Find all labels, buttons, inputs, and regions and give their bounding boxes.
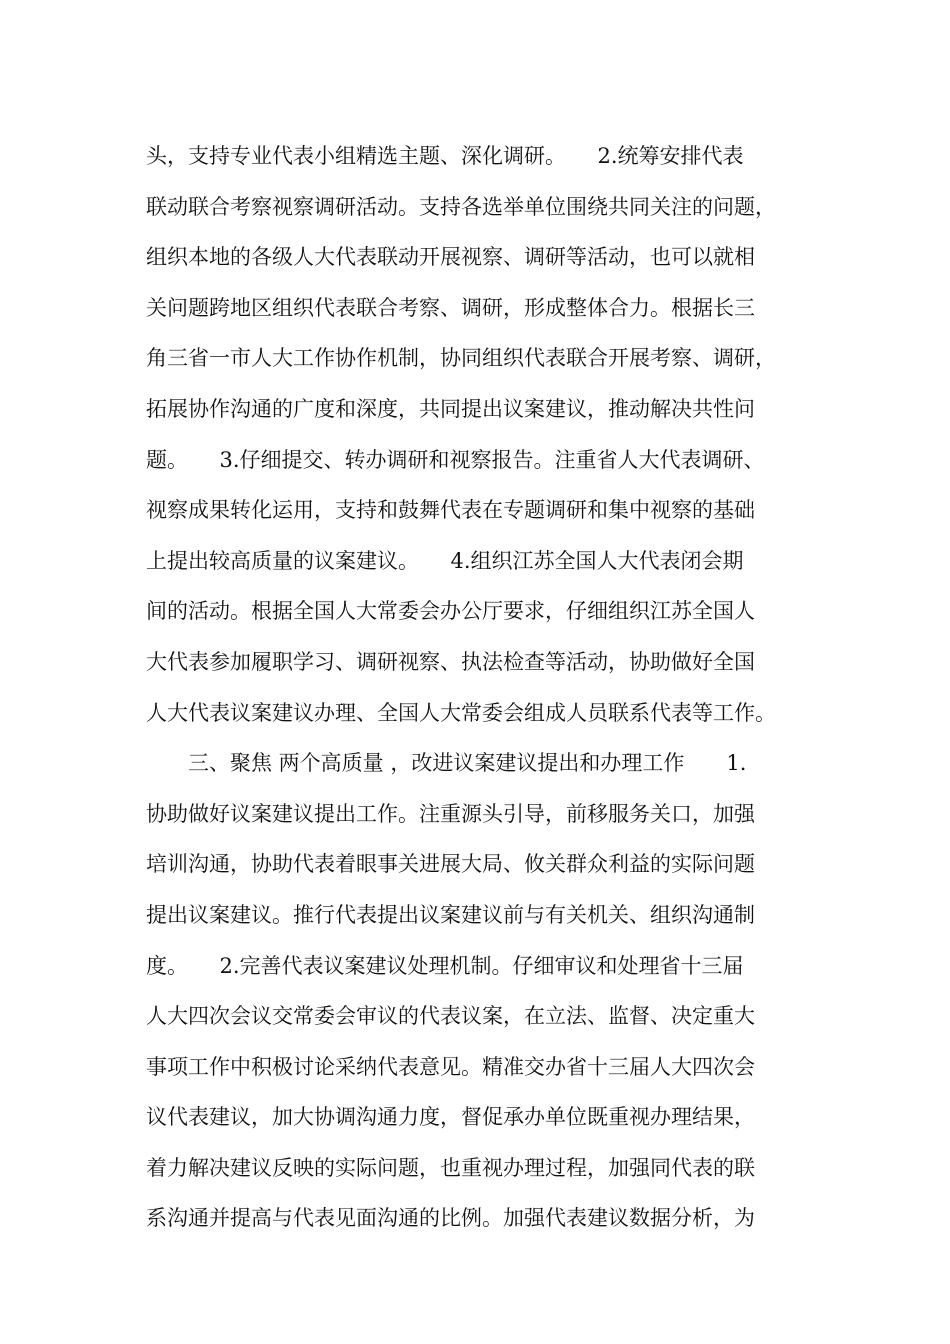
text-line: 事项工作中积极讨论采纳代表意见。精准交办省十三届人大四次会 — [146, 1054, 755, 1079]
text-line: 角三省一市人大工作协作机制，协同组织代表联合开展考察、调研， — [146, 346, 776, 371]
text-line: 头，支持专业代表小组精选主题、深化调研。 2.统筹安排代表 — [146, 144, 744, 168]
text-line: 协助做好议案建议提出工作。注重源头引导，前移服务关口，加强 — [146, 801, 755, 826]
text-line: 人大代表议案建议办理、全国人大常委会组成人员联系代表等工作。 — [146, 700, 776, 725]
text-line: 间的活动。根据全国人大常委会办公厅要求，仔细组织江苏全国人 — [146, 599, 755, 624]
text-line: 度。 2.完善代表议案建议处理机制。仔细审议和处理省十三届 — [146, 953, 744, 978]
text-line: 大代表参加履职学习、调研视察、执法检查等活动，协助做好全国 — [146, 649, 755, 674]
text-line: 上提出较高质量的议案建议。 4.组织江苏全国人大代表闭会期 — [146, 548, 744, 573]
text-line: 组织本地的各级人大代表联动开展视察、调研等活动，也可以就相 — [146, 245, 755, 270]
body-text — [146, 131, 826, 1244]
text-line: 关问题跨地区组织代表联合考察、调研，形成整体合力。根据长三 — [146, 295, 755, 320]
text-line: 拓展协作沟通的广度和深度，共同提出议案建议，推动解决共性问 — [146, 396, 755, 421]
text-line: 培训沟通，协助代表着眼事关进展大局、攸关群众利益的实际问题 — [146, 852, 755, 877]
text-line: 系沟通并提高与代表见面沟通的比例。加强代表建议数据分析，为 — [146, 1206, 755, 1231]
text-line: 议代表建议，加大协调沟通力度，督促承办单位既重视办理结果， — [146, 1105, 755, 1130]
text-line: 题。 3.仔细提交、转办调研和视察报告。注重省人大代表调研、 — [146, 447, 765, 472]
text-line: 提出议案建议。推行代表提出议案建议前与有关机关、组织沟通制 — [146, 902, 755, 927]
text-line: 着力解决建议反映的实际问题，也重视办理过程，加强同代表的联 — [146, 1155, 755, 1180]
section-heading-line: 三、聚焦 两个高质量 ，改进议案建议提出和办理工作 1. — [188, 751, 747, 776]
text-line: 联动联合考察视察调研活动。支持各选举单位围绕共同关注的问题， — [146, 194, 776, 219]
text-line: 人大四次会议交常委会审议的代表议案，在立法、监督、决定重大 — [146, 1004, 755, 1029]
text-line: 视察成果转化运用，支持和鼓舞代表在专题调研和集中视察的基础 — [146, 498, 755, 523]
